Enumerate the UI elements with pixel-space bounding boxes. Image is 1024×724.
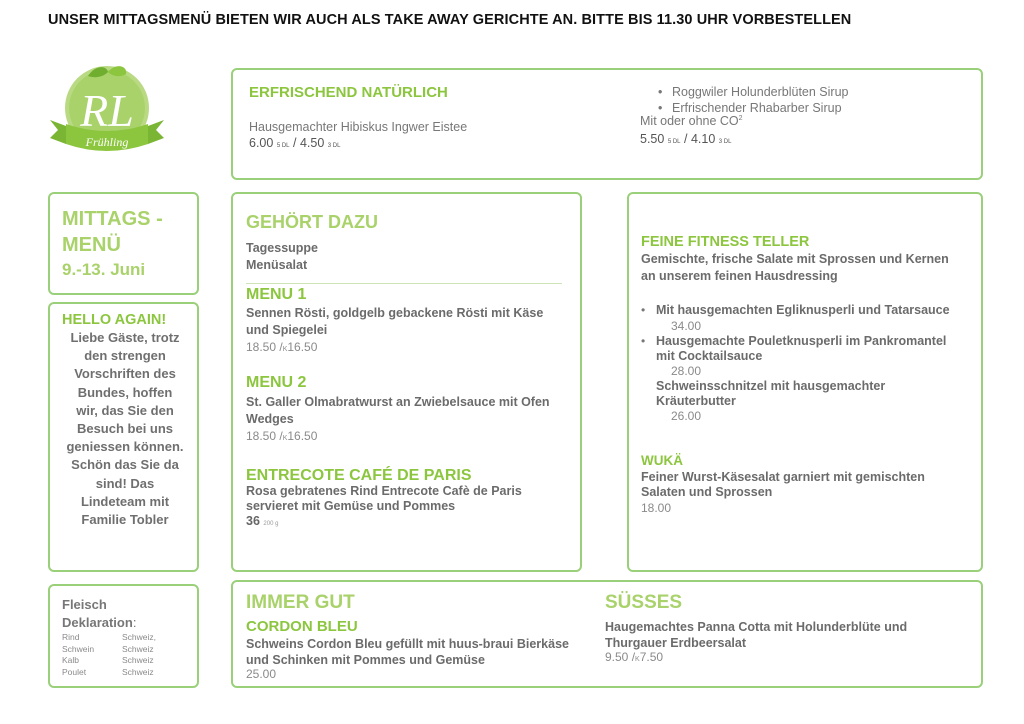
title-line: Fleisch: [62, 597, 107, 612]
price-5dl: 6.00: [249, 136, 274, 150]
meat-cell: Rind: [62, 632, 80, 642]
unit-3dl: 3 DL: [718, 139, 732, 145]
fitness-title: FEINE FITNESS TELLER: [641, 234, 810, 250]
message-line: Liebe Gäste, trotz: [70, 330, 180, 345]
fitness-item-price: 28.00: [671, 364, 702, 378]
sirup-price: [640, 132, 731, 146]
drinks-section: [231, 68, 983, 180]
fitness-item: [656, 379, 885, 409]
fitness-intro: an unserem feinen Hausdressing: [641, 269, 838, 283]
wuka-line: Feiner Wurst-Käsesalat garniert mit gemischten: [641, 470, 925, 484]
price-kids-mark: K: [282, 435, 288, 442]
co2-sup: 2: [738, 114, 743, 122]
menu1-line: und Spiegelei: [246, 323, 328, 337]
message-line: Bundes, hoffen: [77, 384, 173, 400]
message-line: Schön das Sie da: [71, 457, 179, 473]
price-value: 18.50 /: [246, 340, 283, 354]
bullet-icon: •: [641, 334, 646, 348]
fitness-item-price: 34.00: [671, 319, 702, 333]
meat-cell: Poulet: [62, 666, 87, 677]
logo-emblem: [48, 60, 166, 160]
wuka-title: WUKÄ: [641, 453, 683, 468]
fleisch-deklaration-box: [48, 584, 199, 688]
cordon-bleu-line: und Schinken mit Pommes und Gemüse: [246, 653, 485, 667]
hello-box: [48, 302, 199, 572]
meat-cell: Schwein: [62, 643, 95, 654]
message-line: Vorschriften des: [74, 366, 176, 382]
table-row: [62, 655, 156, 667]
logo-banner-text: Frühling: [85, 135, 129, 149]
cordon-bleu-title: CORDON BLEU: [246, 618, 358, 635]
price-3dl: / 4.50: [293, 136, 325, 150]
price-value: 18.50 /: [246, 429, 283, 443]
price-5dl: 5.50: [640, 132, 665, 146]
price-kids: 7.50: [639, 650, 664, 664]
logo-monogram: RL: [80, 85, 134, 136]
suesses-line: Thurgauer Erdbeersalat: [605, 636, 747, 650]
page-headline: UNSER MITTAGSMENÜ BIETEN WIR AUCH ALS TAKE AWAY GERICHTE AN. BITTE BIS 11.30 UHR VORBESTELLEN: [48, 12, 852, 28]
fitness-item: [656, 334, 946, 364]
drinks-eistee: Hausgemachter Hibiskus Ingwer Eistee: [249, 120, 468, 134]
message-line: sind! Das: [95, 475, 155, 491]
suesses-line: Haugemachtes Panna Cotta mit Holunderblüte und: [605, 620, 908, 634]
menu1-line: Sennen Rösti, goldgelb gebackene Rösti mit Käse: [246, 306, 544, 320]
origin-cell: Schweiz: [122, 655, 154, 665]
item-line: Kräuterbutter: [656, 394, 736, 408]
unit-3dl: 3 DL: [327, 143, 341, 149]
side-item: Menüsalat: [246, 258, 308, 272]
menu2-line: St. Galler Olmabratwurst an Zwiebelsauce mit Ofen: [246, 395, 550, 409]
mittagsmenu-title: [62, 206, 163, 258]
fitness-item-price: 26.00: [671, 409, 702, 423]
price-kids: 16.50: [287, 340, 318, 354]
fitness-intro: Gemischte, frische Salate mit Sprossen und Kernen: [641, 252, 949, 266]
gehoert-dazu-title: GEHÖRT DAZU: [246, 212, 378, 232]
title-line: Deklaration: [62, 615, 133, 630]
immer-gut-section: [231, 580, 983, 688]
meat-cell: Kalb: [62, 655, 80, 665]
message-line: den strengen: [84, 348, 166, 364]
origin-cell: Schweiz,: [122, 632, 157, 642]
menu1-price: [246, 340, 317, 354]
suesses-price: [605, 650, 663, 664]
title-colon: :: [132, 615, 137, 630]
weight: 200 g: [263, 521, 279, 527]
hello-message: [56, 329, 194, 529]
sirup-item: • Erfrischender Rhabarber Sirup: [672, 100, 849, 116]
menu2-line: Wedges: [246, 412, 294, 426]
origin-cell: Schweiz: [122, 666, 154, 677]
immer-gut-title: IMMER GUT: [246, 592, 355, 613]
fitness-item: Mit hausgemachten Egliknusperli und Tatarsauce: [656, 303, 950, 317]
menu2-price: [246, 429, 317, 443]
price-value: 36: [246, 514, 260, 528]
side-item: Tagessuppe: [246, 241, 319, 255]
table-row: [62, 667, 156, 679]
price-kids-mark: K: [635, 656, 640, 663]
drinks-eistee-price: [249, 136, 340, 150]
unit-5dl: 5 DL: [276, 143, 290, 149]
item-line: mit Cocktailsauce: [656, 349, 763, 363]
message-line: Besuch bei uns: [76, 421, 174, 437]
message-line: Lindeteam mit: [80, 493, 170, 509]
menu1-title: MENU 1: [246, 286, 307, 303]
hello-title: HELLO AGAIN!: [62, 312, 167, 328]
entrecote-title: ENTRECOTE CAFÉ DE PARIS: [246, 467, 472, 484]
drinks-title: ERFRISCHEND NATÜRLICH: [249, 84, 448, 101]
co2-option: [640, 114, 743, 128]
entrecote-price: [246, 514, 278, 528]
price-kids-mark: K: [282, 346, 288, 353]
fleisch-title: [62, 596, 136, 632]
unit-5dl: 5 DL: [667, 139, 681, 145]
origin-cell: Schweiz: [122, 643, 154, 654]
fitness-section: [627, 192, 983, 572]
message-line: Familie Tobler: [81, 512, 169, 528]
suesses-title: SÜSSES: [605, 592, 683, 613]
fleisch-table: [62, 632, 156, 678]
co2-text: Mit oder ohne CO: [640, 114, 739, 128]
price-3dl: / 4.10: [684, 132, 716, 146]
item-line: Schweinsschnitzel mit hausgemachter: [656, 379, 886, 393]
cordon-bleu-line: Schweins Cordon Bleu gefüllt mit huus-braui Bierkäse: [246, 637, 569, 651]
table-row: [62, 632, 156, 644]
price-value: 9.50 /: [605, 650, 636, 664]
menu-date: 9.-13. Juni: [62, 260, 146, 279]
message-line: geniessen können.: [66, 439, 184, 455]
price-kids: 16.50: [287, 429, 318, 443]
wuka-price: 18.00: [641, 501, 672, 515]
table-row: [62, 644, 156, 656]
entrecote-line: servieret mit Gemüse und Pommes: [246, 499, 456, 513]
cordon-bleu-price: 25.00: [246, 667, 277, 681]
mittagsmenu-title-box: [48, 192, 199, 295]
sirup-list: [656, 84, 849, 116]
sirup-item: • Roggwiler Holunderblüten Sirup: [672, 84, 849, 100]
menu-section: [231, 192, 582, 572]
title-line: MENÜ: [62, 234, 121, 256]
message-line: wir, das Sie den: [76, 402, 174, 418]
item-line: Hausgemachte Pouletknusperli im Pankromantel: [656, 334, 947, 348]
divider: [246, 283, 562, 284]
wuka-line: Salaten und Sprossen: [641, 485, 773, 499]
entrecote-line: Rosa gebratenes Rind Entrecote Cafè de Paris: [246, 484, 522, 498]
restaurant-logo: [48, 60, 166, 160]
menu2-title: MENU 2: [246, 374, 307, 391]
bullet-icon: •: [641, 303, 646, 317]
title-line: MITTAGS -: [62, 208, 163, 230]
